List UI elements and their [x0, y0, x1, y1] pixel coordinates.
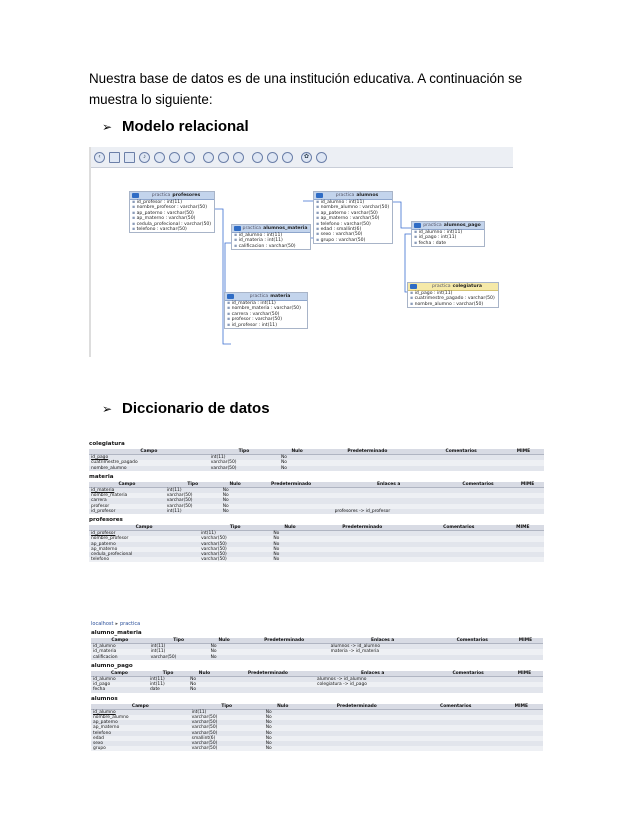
table-row: id_materia int(11) No — [89, 488, 544, 494]
dict-table-title: profesores — [89, 517, 123, 524]
er-field: ▪ id_alumno : int(11) — [232, 233, 310, 238]
dict-table-title: alumno_pago — [91, 662, 133, 669]
er-field: ▪ ap_materno : varchar(50) — [314, 216, 392, 221]
er-field: ▪ telefono : varchar(50) — [314, 222, 392, 227]
er-field: ▪ ap_materno : varchar(50) — [130, 216, 214, 221]
er-field: ▪ sexo : varchar(50) — [314, 232, 392, 237]
table-row: profesor varchar(50) No — [89, 504, 544, 509]
dict-table-title: colegiatura — [89, 441, 125, 447]
dict-table-alumno-pago: Campo Tipo Nulo Predeterminado Enlaces a Comentarios MIME id_alumno int(11) No alumnos -> id_alumno id_pago int(11) No colegiatura -> id_pago fecha date No — [91, 671, 543, 693]
dict-table-title: alumnos — [91, 695, 118, 702]
breadcrumb-database-link[interactable]: practica — [119, 621, 141, 627]
table-row: ap_paterno varchar(50) No — [91, 720, 543, 725]
er-field: ▪ id_profesor : int(11) — [130, 200, 214, 205]
table-row: ap_materno varchar(50) No — [89, 547, 544, 552]
dict-table-title: alumno_materia — [91, 630, 142, 636]
breadcrumb-server-link[interactable]: localhost — [91, 621, 114, 627]
section-heading-model-label: Modelo relacional — [122, 118, 249, 135]
table-row: telefono varchar(50) No — [89, 557, 544, 562]
table-icon — [410, 284, 417, 289]
table-row: nombre_profesor varchar(50) No — [89, 536, 544, 541]
er-field: ▪ grupo : varchar(50) — [314, 238, 392, 243]
table-row: ap_paterno varchar(50) No — [89, 542, 544, 547]
er-field: ▪ id_alumno : int(11) — [412, 230, 484, 235]
er-field: ▪ profesor : varchar(50) — [225, 317, 307, 322]
table-row: telefono varchar(50) No — [91, 731, 543, 736]
table-icon — [132, 193, 139, 198]
dict-table-alumnos: Campo Tipo Nulo Predeterminado Comentarios MIME id_alumno int(11) No nombre_alumno varchar(50) No ap_paterno varchar(50) No ap_materno varchar(50) No telefono varchar(50) No edad smallint(6) No sexo varchar(50) No grupo varchar(50) No — [91, 704, 543, 752]
er-field: ▪ nombre_materia : varchar(50) — [225, 306, 307, 311]
dict-table-materia: Campo Tipo Nulo Predeterminado Enlaces a Comentarios MIME id_materia int(11) No nombre_materia varchar(50) No carrera varchar(50) No profesor varchar(50) No id_profesor int(11) No profesores -> id_profesor — [89, 482, 544, 514]
dict-table-title: materia — [89, 473, 114, 480]
table-row: id_profesor int(11) No profesores -> id_profesor — [89, 509, 544, 514]
er-field: ▪ ap_paterno : varchar(50) — [130, 211, 214, 216]
data-dictionary-screenshot-1 — [89, 438, 544, 600]
er-field: ▪ id_pago : int(11) — [412, 235, 484, 240]
section-heading-dictionary-label: Diccionario de datos — [122, 400, 270, 417]
er-field: ▪ nombre_profesor : varchar(50) — [130, 205, 214, 210]
er-field: ▪ fecha : date — [412, 241, 484, 246]
er-table-alumnos-materia[interactable]: practica alumnos_materia ▪ id_alumno : int(11) ▪ id_materia : int(11) ▪ calificacion : varchar(50) — [231, 224, 311, 250]
table-row: id_profesor int(11) No — [89, 531, 544, 537]
er-field: ▪ cedula_profecional : varchar(50) — [130, 222, 214, 227]
table-row: id_alumno int(11) No alumnos -> id_alumno — [91, 644, 543, 650]
breadcrumb: localhost ▸ practica — [91, 621, 141, 627]
table-icon — [234, 226, 241, 231]
arrow-bullet-icon: ➢ — [101, 401, 113, 416]
dict-table-colegiatura: Campo Tipo Nulo Predeterminado Comentarios MIME id_pago int(11) No cuatrimestre_pagado varchar(50) No nombre_alumno varchar(50) No — [89, 449, 544, 471]
er-table-colegiatura[interactable]: practica colegiatura ▪ id_pago : int(11) ▪ cuatrimestre_pagado : varchar(50) ▪ nombre_alumno : varchar(50) — [407, 282, 499, 308]
er-field: ▪ id_materia : int(11) — [225, 301, 307, 306]
er-field: ▪ id_materia : int(11) — [232, 238, 310, 243]
table-icon — [227, 294, 234, 299]
table-row: id_alumno int(11) No alumnos -> id_alumno — [91, 677, 543, 683]
table-row: grupo varchar(50) No — [91, 746, 543, 751]
dict-table-profesores: Campo Tipo Nulo Predeterminado Comentarios MIME id_profesor int(11) No nombre_profesor varchar(50) No ap_paterno varchar(50) No ap_materno varchar(50) No cedula_profecional varchar(50) No telefono varchar(50) No — [89, 525, 544, 562]
er-table-alumnos-pago[interactable]: practica alumnos_pago ▪ id_alumno : int(11) ▪ id_pago : int(11) ▪ fecha : date — [411, 221, 485, 247]
er-field: ▪ id_profesor : int(11) — [225, 323, 307, 328]
er-table-materia[interactable]: practica materia ▪ id_materia : int(11) ▪ nombre_materia : varchar(50) ▪ carrera : varchar(50) ▪ profesor : varchar(50) ▪ id_profesor : int(11) — [224, 292, 308, 329]
table-row: id_pago int(11) No colegiatura -> id_pago — [91, 682, 543, 687]
table-row: cuatrimestre_pagado varchar(50) No — [89, 460, 544, 465]
table-row: carrera varchar(50) No — [89, 498, 544, 503]
er-field: ▪ nombre_alumno : varchar(50) — [314, 205, 392, 210]
table-row: sexo varchar(50) No — [91, 741, 543, 746]
table-row: id_pago int(11) No — [89, 455, 544, 461]
table-row: cedula_profecional varchar(50) No — [89, 552, 544, 557]
table-row: id_materia int(11) No materia -> id_materia — [91, 649, 543, 654]
relational-model-screenshot — [89, 147, 513, 357]
section-heading-dictionary — [101, 400, 270, 417]
er-field: ▪ calificacion : varchar(50) — [232, 244, 310, 249]
er-field: ▪ nombre_alumno : varchar(50) — [408, 302, 498, 307]
table-icon — [316, 193, 323, 198]
er-field: ▪ ap_paterno : varchar(50) — [314, 211, 392, 216]
intro-paragraph: Nuestra base de datos es de una institución educativa. A continuación se muestra lo siguiente: — [89, 71, 523, 107]
table-icon — [414, 223, 421, 228]
er-field: ▪ carrera : varchar(50) — [225, 312, 307, 317]
er-field: ▪ telefono : varchar(50) — [130, 227, 214, 232]
er-field: ▪ cuatrimestre_pagado : varchar(50) — [408, 296, 498, 301]
table-row: id_alumno int(11) No — [91, 709, 543, 715]
er-field: ▪ id_alumno : int(11) — [314, 200, 392, 205]
toolbar-relation-icon[interactable]: ♪ — [139, 152, 150, 163]
toolbar-language-icon[interactable]: ✿ — [301, 152, 312, 163]
table-row: nombre_materia varchar(50) No — [89, 493, 544, 498]
arrow-bullet-icon: ➢ — [101, 119, 113, 134]
section-heading-model — [101, 118, 249, 135]
table-row: fecha date No — [91, 687, 543, 692]
er-table-alumnos[interactable]: practica alumnos ▪ id_alumno : int(11) ▪ nombre_alumno : varchar(50) ▪ ap_paterno : varchar(50) ▪ ap_materno : varchar(50) ▪ telefono : varchar(50) ▪ edad : smallint(6) ▪ sexo : varchar(50) ▪ grupo : varchar(50) — [313, 191, 393, 244]
er-field: ▪ id_pago : int(11) — [408, 291, 498, 296]
dict-table-alumno-materia: Campo Tipo Nulo Predeterminado Enlaces a Comentarios MIME id_alumno int(11) No alumnos -> id_alumno id_materia int(11) No materia -> id_materia calificacion varchar(50) No — [91, 638, 543, 660]
table-row: ap_materno varchar(50) No — [91, 725, 543, 730]
table-row: nombre_alumno varchar(50) No — [89, 466, 544, 471]
er-field: ▪ edad : smallint(6) — [314, 227, 392, 232]
er-table-profesores[interactable]: practica profesores ▪ id_profesor : int(11) ▪ nombre_profesor : varchar(50) ▪ ap_paterno : varchar(50) ▪ ap_materno : varchar(50) ▪ cedula_profecional : varchar(50) ▪ telefono : varchar(50) — [129, 191, 215, 233]
toolbar-back-icon[interactable]: ‹ — [94, 152, 105, 163]
data-dictionary-screenshot-2 — [91, 621, 543, 801]
table-row: edad smallint(6) No — [91, 736, 543, 741]
table-row: calificacion varchar(50) No — [91, 655, 543, 660]
table-row: nombre_alumno varchar(50) No — [91, 715, 543, 720]
